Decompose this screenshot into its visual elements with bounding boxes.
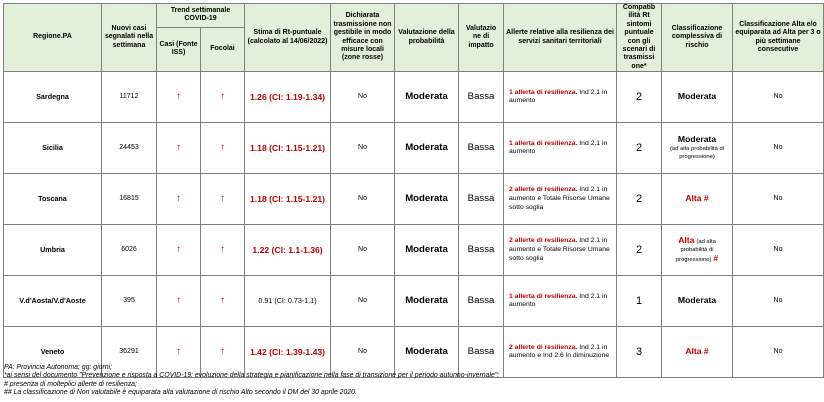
header-compat: Compatib ilità Rt sintomi puntuale con gli scenari di trasmissi one*	[617, 4, 662, 72]
compatibility: 2	[617, 174, 662, 225]
trend-foci-arrow-icon: ↑	[201, 174, 245, 225]
probability: Moderata	[395, 174, 459, 225]
trend-cases-arrow-icon: ↑	[157, 327, 201, 378]
alert-detail: Ind 2.1 in aumento e Ind 2.6 in diminuzione	[509, 343, 610, 360]
classification-cell	[662, 123, 733, 174]
new-cases: 24453	[102, 123, 157, 174]
alerts-cell	[504, 72, 617, 123]
high3: No	[733, 327, 824, 378]
rt-cell	[245, 276, 331, 327]
alert-detail: Ind 2.1 in aumento	[509, 88, 608, 105]
probability: Moderata	[395, 276, 459, 327]
risk-class: Alta #	[685, 193, 709, 204]
probability: Moderata	[395, 327, 459, 378]
alert-detail: Ind 2.1 in aumento e Totale Risorse Umane sotto soglia	[509, 237, 610, 262]
new-cases: 16815	[102, 174, 157, 225]
declared: No	[331, 72, 395, 123]
alert-label: 1 allerta di resilienza.	[509, 88, 578, 96]
header-region: Regione.PA	[4, 4, 102, 72]
new-cases: 36291	[102, 327, 157, 378]
alerts-cell	[504, 174, 617, 225]
impact: Bassa	[459, 123, 504, 174]
risk-class: Moderata	[677, 133, 717, 144]
new-cases: 395	[102, 276, 157, 327]
probability: Moderata	[395, 225, 459, 276]
rt-value: 1.42 (CI: 1.39-1.43)	[250, 346, 326, 357]
rt-value: 1.18 (CI: 1.15-1.21)	[250, 193, 326, 204]
impact: Bassa	[459, 225, 504, 276]
header-high3: Classificazione Alta e/o equiparata ad Alta per 3 o più settimane consecutive	[733, 4, 824, 72]
probability: Moderata	[395, 123, 459, 174]
footnote: # presenza di molteplici allerte di resilienza;	[4, 380, 137, 388]
trend-foci-arrow-icon: ↑	[201, 327, 245, 378]
header-rt: Stima di Rt-puntuale (calcolato al 14/06/2022)	[245, 4, 331, 72]
compatibility: 2	[617, 123, 662, 174]
table-row	[4, 225, 824, 276]
region-name: V.d'Aosta/V.d'Aoste	[4, 276, 102, 327]
alert-label: 1 allerta di resilienza.	[509, 139, 578, 147]
table-row	[4, 72, 824, 123]
compatibility: 1	[617, 276, 662, 327]
table-header	[4, 4, 824, 72]
high3: No	[733, 225, 824, 276]
header-trend-group: Trend settimanale COVID-19	[157, 4, 245, 28]
rt-cell	[245, 123, 331, 174]
risk-class-note: (ad alta probabilità di progressione)	[669, 146, 725, 161]
table-row	[4, 123, 824, 174]
rt-value: 1.18 (CI: 1.15-1.21)	[250, 142, 326, 153]
new-cases: 6026	[102, 225, 157, 276]
region-name: Sardegna	[4, 72, 102, 123]
risk-class: Moderata	[677, 295, 717, 306]
alert-detail: Ind 2.1 in aumento	[509, 139, 608, 156]
trend-cases-arrow-icon: ↑	[157, 225, 201, 276]
declared: No	[331, 225, 395, 276]
risk-class: Moderata	[677, 91, 717, 102]
trend-foci-arrow-icon: ↑	[201, 123, 245, 174]
header-impact: Valutazio ne di impatto	[459, 4, 504, 72]
classification-cell	[662, 276, 733, 327]
header-alerts: Allerte relative alla resilienza dei servizi sanitari territoriali	[504, 4, 617, 72]
alerts-cell	[504, 225, 617, 276]
high3: No	[733, 72, 824, 123]
probability: Moderata	[395, 72, 459, 123]
risk-class-suffix: #	[713, 253, 719, 264]
rt-value: 0.91 (CI: 0.73-1.1)	[258, 296, 317, 306]
header-trend-foci: Focolai	[201, 27, 245, 72]
region-name: Sicilia	[4, 123, 102, 174]
compatibility: 3	[617, 327, 662, 378]
header-classification: Classificazione complessiva di rischio	[662, 4, 733, 72]
rt-cell	[245, 174, 331, 225]
declared: No	[331, 327, 395, 378]
alert-label: 2 allerte di resilienza.	[509, 237, 578, 245]
header-declared: Dichiarata trasmissione non gestibile in modo efficace con misure locali (zone rosse)	[331, 4, 395, 72]
high3: No	[733, 174, 824, 225]
alert-label: 1 allerta di resilienza.	[509, 292, 578, 300]
risk-class: Alta	[678, 234, 695, 245]
rt-cell	[245, 225, 331, 276]
impact: Bassa	[459, 174, 504, 225]
header-probability: Valutazione della probabilità	[395, 4, 459, 72]
classification-cell	[662, 72, 733, 123]
risk-class: Alta #	[685, 346, 709, 357]
footnote: PA: Provincia Autonoma; gg: giorni;	[4, 364, 113, 371]
impact: Bassa	[459, 276, 504, 327]
alerts-cell	[504, 123, 617, 174]
region-name: Veneto	[4, 327, 102, 378]
rt-cell	[245, 72, 331, 123]
table-row	[4, 276, 824, 327]
trend-cases-arrow-icon: ↑	[157, 276, 201, 327]
compatibility: 2	[617, 225, 662, 276]
trend-cases-arrow-icon: ↑	[157, 174, 201, 225]
trend-foci-arrow-icon: ↑	[201, 276, 245, 327]
region-name: Toscana	[4, 174, 102, 225]
risk-table	[3, 3, 824, 378]
footnote: *ai sensi del documento "Prevenzione e risposta a COVID-19: evoluzione della strategia e pianificazione nella fase di transizione per il periodo autunno-invernale";	[4, 372, 500, 380]
declared: No	[331, 123, 395, 174]
risk-class-note: (ad alta probabilità di progressione)	[675, 238, 716, 264]
compatibility: 2	[617, 72, 662, 123]
new-cases: 11712	[102, 72, 157, 123]
rt-value: 1.22 (CI: 1.1-1.36)	[252, 244, 323, 255]
trend-foci-arrow-icon: ↑	[201, 225, 245, 276]
trend-cases-arrow-icon: ↑	[157, 123, 201, 174]
alert-label: 2 allerte di resilienza.	[509, 343, 578, 351]
header-trend-cases: Casi (Fonte ISS)	[157, 27, 201, 72]
declared: No	[331, 174, 395, 225]
classification-cell	[662, 225, 733, 276]
footnote: ## La classificazione di Non valutabile è equiparata alla valutazione di rischio Alto secondo il DM del 30 aprile 2020.	[4, 389, 357, 397]
alerts-cell	[504, 276, 617, 327]
declared: No	[331, 276, 395, 327]
high3: No	[733, 276, 824, 327]
rt-value: 1.26 (CI: 1.19-1.34)	[250, 91, 326, 102]
impact: Bassa	[459, 72, 504, 123]
alert-label: 2 allerte di resilienza.	[509, 186, 578, 194]
footnotes	[4, 364, 764, 398]
impact: Bassa	[459, 327, 504, 378]
alert-detail: Ind 2.1 in aumento e Totale Risorse Umane sotto soglia	[509, 186, 610, 211]
table-row	[4, 174, 824, 225]
table-body	[4, 72, 824, 378]
high3: No	[733, 123, 824, 174]
trend-cases-arrow-icon: ↑	[157, 72, 201, 123]
alert-detail: Ind 2.1 in aumento	[509, 292, 608, 309]
trend-foci-arrow-icon: ↑	[201, 72, 245, 123]
classification-cell	[662, 174, 733, 225]
region-name: Umbria	[4, 225, 102, 276]
header-new-cases: Nuovi casi segnalati nella settimana	[102, 4, 157, 72]
